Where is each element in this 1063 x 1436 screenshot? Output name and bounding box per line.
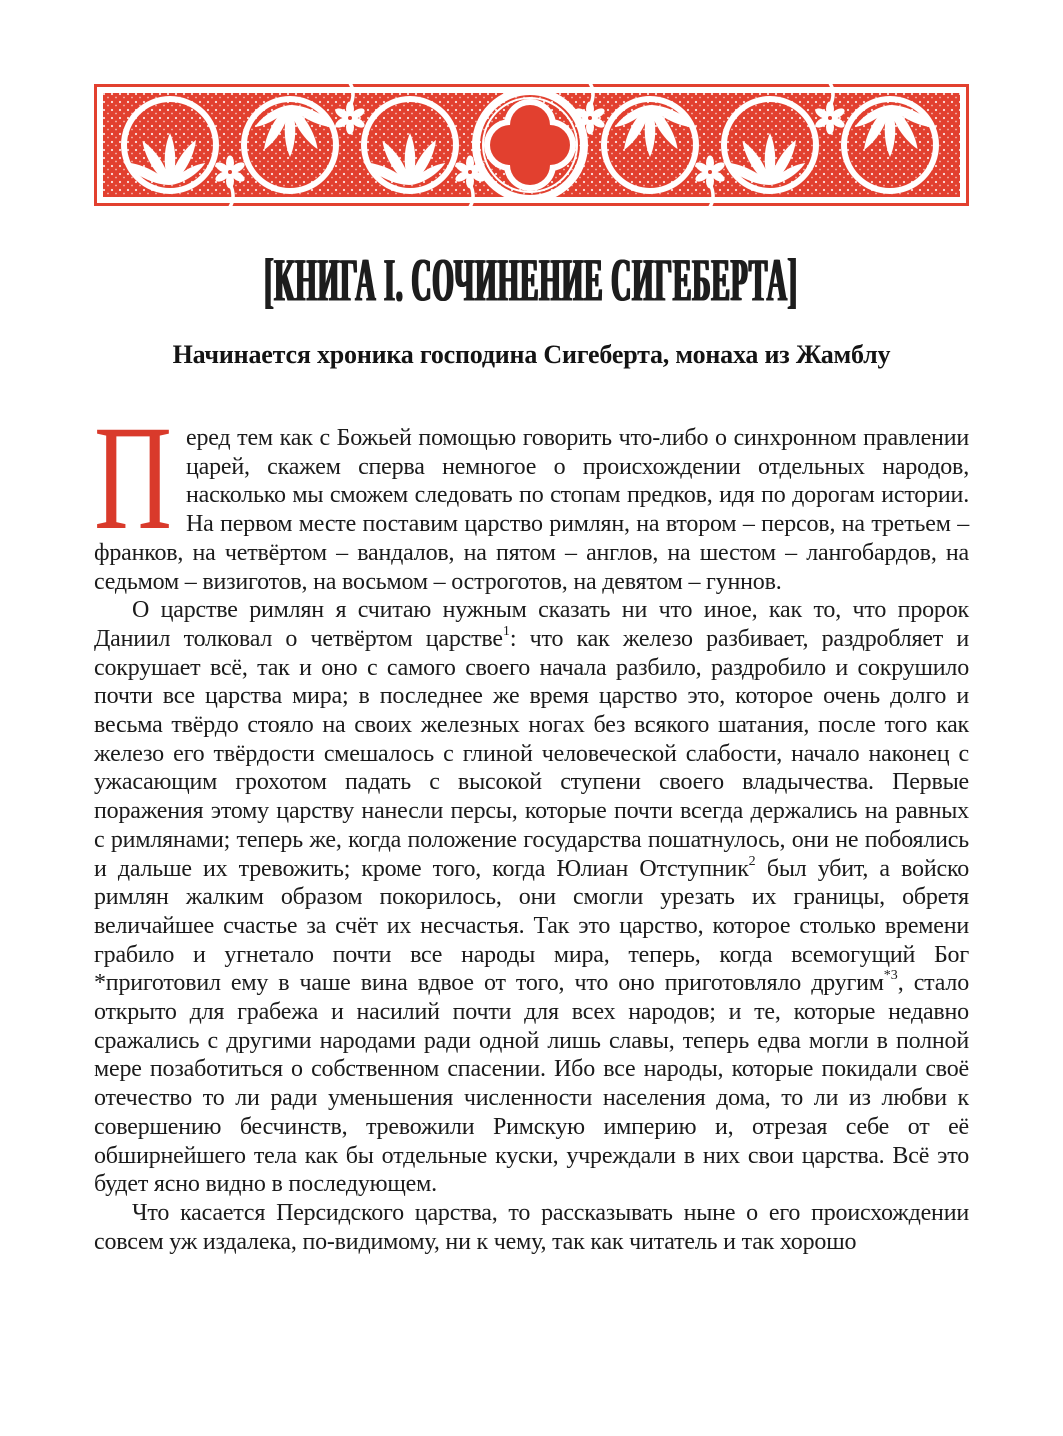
body-text (94, 395, 970, 1256)
drop-cap-letter: П (94, 395, 172, 561)
footnote-marker: 2 (748, 853, 756, 869)
chronicle-subtitle: Начинается хроника господина Сигеберта, монаха из Жамблу (172, 340, 891, 369)
body-paragraph: О царстве римлян я считаю нужным сказать ни что иное, как то, что пророк Даниил толковал о четвёртом царстве$^1$: что как железо разбивает, раздробляет и сокрушает всё, так и оно с самого своего начала разбило, раздробило и сокрушило почти все царства мира; в последнее же время царство это, которое очень долго и весьма твёрдо стояло на своих железных ногах без всякого шатания, после того как железо его твёрдости смешалось с глиной человеческой слабости, начало наконец с ужасающим грохотом падать с высокой ступени своего владычества. Первые поражения этому царству нанесли персы, которые почти всегда держались на равных с римлянами; теперь же, когда положение государства пошатнулось, они не побоялись и дальше их тревожить; кроме того, когда Юлиан Отступник$^2$ был убит, а войско римлян жалким образом покорилось, они смогли урезать их границы, обретя величайшее счастье за счёт их несчастья. Так это царство, которое столько времени грабило и угнетало почти все народы мира, теперь, когда всемогущий Бог *приготовил ему в чаше вина вдвое от того, что оно приготовляло другим$^{*3}$, стало открыто для грабежа и насилий почти для всех народов; и те, которые недавно сражались с другими народами ради одной лишь славы, теперь едва могли в полной мере позаботиться о собственном спасении. Ибо все народы, которые покидали своё отечество то ли ради уменьшения численности населения дома, то ли из любви к совершению бесчинств, тревожили Римскую империю и, отрезая себе от её обширнейшего тела как бы отдельные куски, учреждали в них свои царства. Всё это будет ясно видно в последующем. (94, 597, 970, 1198)
title-row (94, 247, 969, 315)
body-paragraph: Перед тем как с Божьей помощью говорить что-либо о синхронном правлении царей, скажем сперва немногое о происхождении отдельных народов, насколько мы сможем следовать по стопам предков, идя по дорогам истории. На первом месте поставим царство римлян, на втором – персов, на третьем – франков, на четвёртом – вандалов, на пятом – англов, на шестом – лангобардов, на седьмом – визиготов, на восьмом – остроготов, на девятом – гуннов. (94, 395, 969, 595)
footnote-marker: *3 (883, 968, 898, 984)
floral-ornament-graphic (94, 84, 969, 206)
body-paragraph: Что касается Персидского царства, то рассказывать ныне о его происхождении совсем уж издалека, по-видимому, ни к чему, так как читатель и так хорошо (94, 1199, 969, 1255)
book-title: [КНИГА I. СОЧИНЕНИЕ СИГЕБЕРТА] (264, 247, 799, 315)
ornament-band (94, 84, 969, 206)
footnote-marker: 1 (502, 623, 510, 639)
